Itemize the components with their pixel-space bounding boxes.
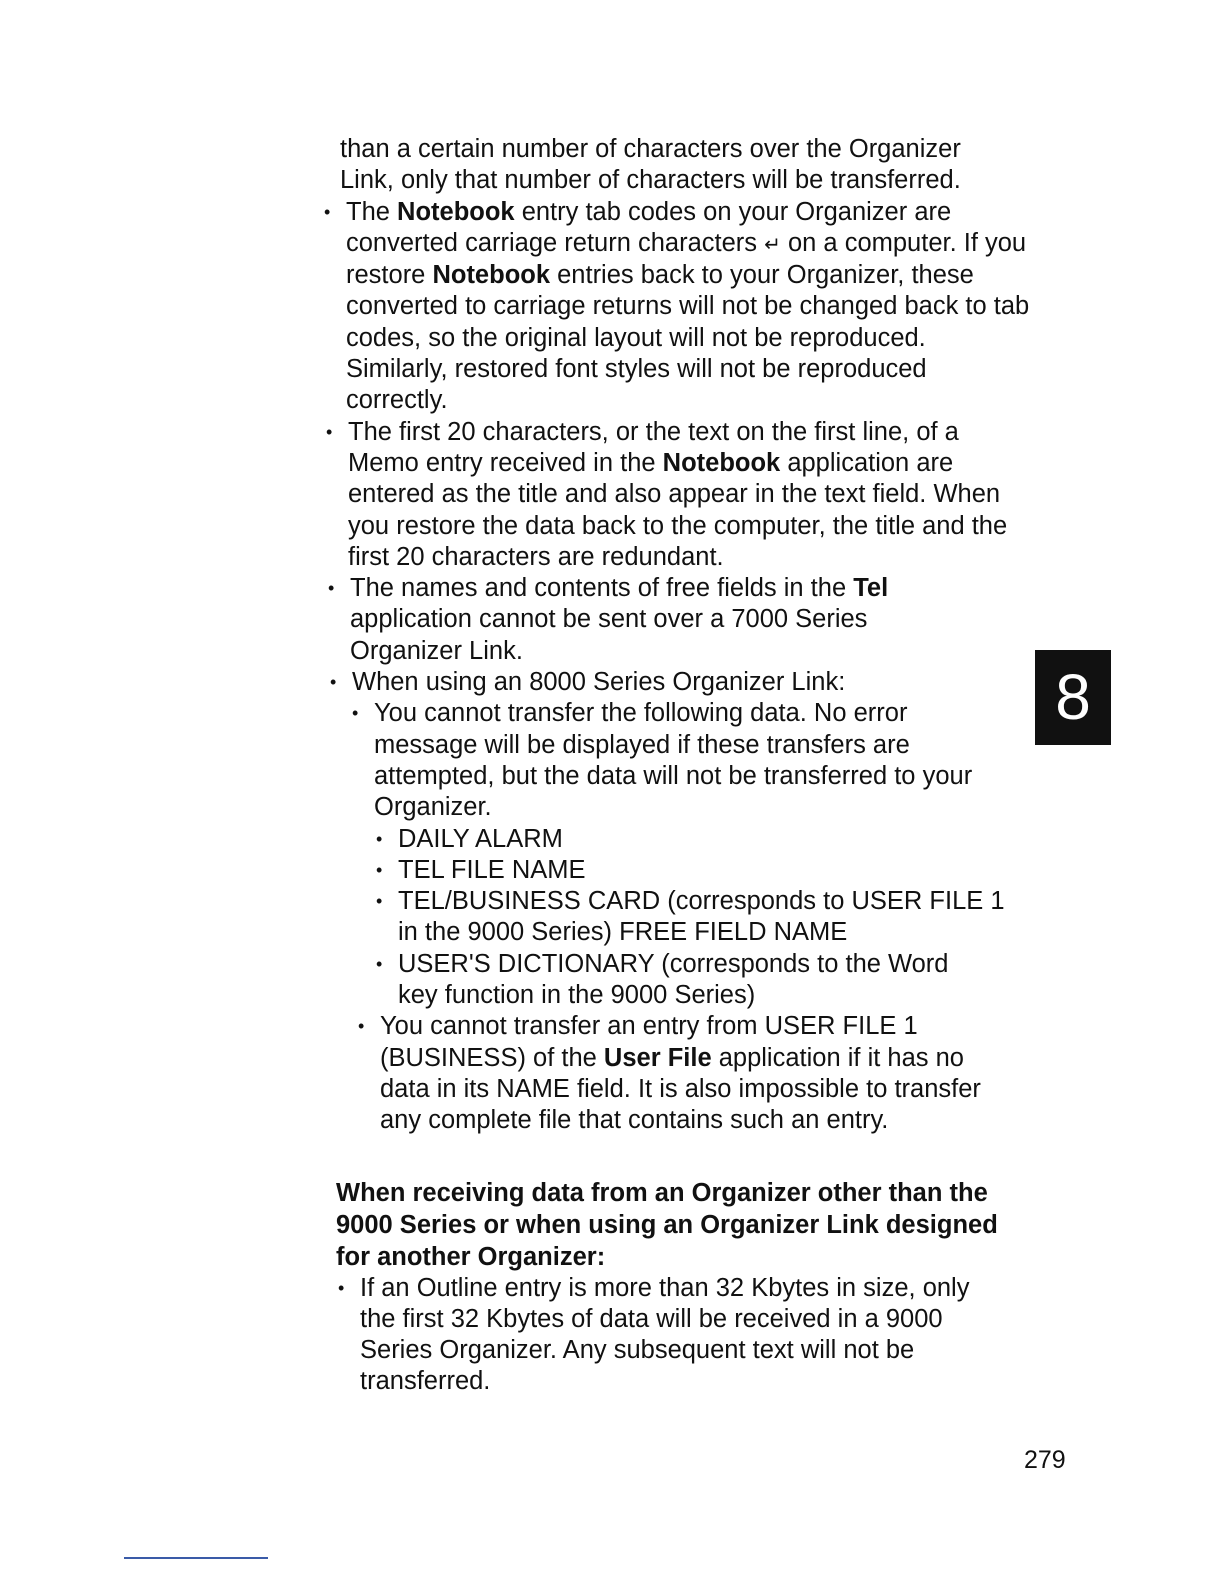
- bullet-icon: •: [376, 859, 383, 880]
- app-name-user-file: User File: [603, 1043, 712, 1072]
- bullet-icon: •: [338, 1277, 345, 1298]
- sub-sub-bullet-users-dictionary: • USER'S DICTIONARY (corresponds to the Word key function in the 9000 Series): [376, 949, 949, 1010]
- bullet-item-8000-series: • When using an 8000 Series Organizer Link:: [352, 667, 1030, 698]
- sub-sub-bullet-daily-alarm: • DAILY ALARM: [398, 824, 1030, 855]
- carriage-return-icon: ↵: [764, 231, 781, 256]
- app-name-notebook: Notebook: [432, 261, 551, 290]
- bullet-icon: •: [376, 953, 383, 974]
- footer-divider: [124, 1557, 268, 1559]
- bullet-icon: •: [376, 828, 383, 849]
- bullet-item-outline-size: • If an Outline entry is more than 32 Kbytes in size, only the first 32 Kbytes of data will be received in a 9000 Series Organizer. Any subsequent text will not be transferred.: [338, 1273, 970, 1396]
- bullet-icon: •: [358, 1016, 365, 1037]
- intro-line-2: Link, only that number of characters will be transferred.: [340, 166, 961, 195]
- page-number: 279: [1024, 1446, 1066, 1474]
- app-name-tel: Tel: [853, 574, 889, 603]
- bullet-icon: •: [328, 578, 335, 599]
- bullet-icon: •: [326, 421, 333, 442]
- bullet-icon: •: [376, 891, 383, 912]
- bullet-item-memo-title: • The first 20 characters, or the text on the first line, of a Memo entry received in the Notebook application are entered as the title and also appear in the text field. When you restore the data back to the computer, the title and the first 20 characters are redundant.: [326, 417, 1008, 571]
- bullet-icon: •: [324, 201, 331, 222]
- app-name-notebook: Notebook: [397, 197, 515, 226]
- app-name-notebook: Notebook: [662, 448, 781, 477]
- page-body: [324, 134, 1030, 1398]
- section-heading: When receiving data from an Organizer other than the 9000 Series or when using an Organizer Link designed for another Organizer:: [336, 1178, 998, 1271]
- sub-bullet-user-file: • You cannot transfer an entry from USER FILE 1 (BUSINESS) of the User File application if it has no data in its NAME field. It is also impossible to transfer any complete file that contains such an entry.: [358, 1012, 981, 1135]
- bullet-item-tel-free-fields: • The names and contents of free fields in the Tel application cannot be sent over a 7000 Series Organizer Link.: [328, 574, 889, 665]
- sub-sub-bullet-tel-file-name: • TEL FILE NAME: [398, 855, 1030, 886]
- chapter-number: 8: [1055, 661, 1091, 733]
- sub-sub-bullet-business-card: • TEL/BUSINESS CARD (corresponds to USER FILE 1 in the 9000 Series) FREE FIELD NAME: [376, 887, 1005, 947]
- bullet-icon: •: [330, 672, 337, 693]
- chapter-tab: [1035, 650, 1111, 745]
- bullet-item-notebook-tabs: • The Notebook entry tab codes on your Organizer are converted carriage return characters ↵ on a computer. If you restore Notebook entries back to your Organizer, these converted to carriage returns will not be changed back to tab codes, so the original layout will not be reproduced. Similarly, restored font styles will not be reproduced correctly.: [324, 197, 1030, 415]
- intro-line-1: than a certain number of characters over the Organizer: [340, 135, 961, 163]
- bullet-icon: •: [352, 703, 359, 724]
- sub-bullet-cannot-transfer: • You cannot transfer the following data. No error message will be displayed if these transfers are attempted, but the data will not be transferred to your Organizer.: [352, 699, 973, 822]
